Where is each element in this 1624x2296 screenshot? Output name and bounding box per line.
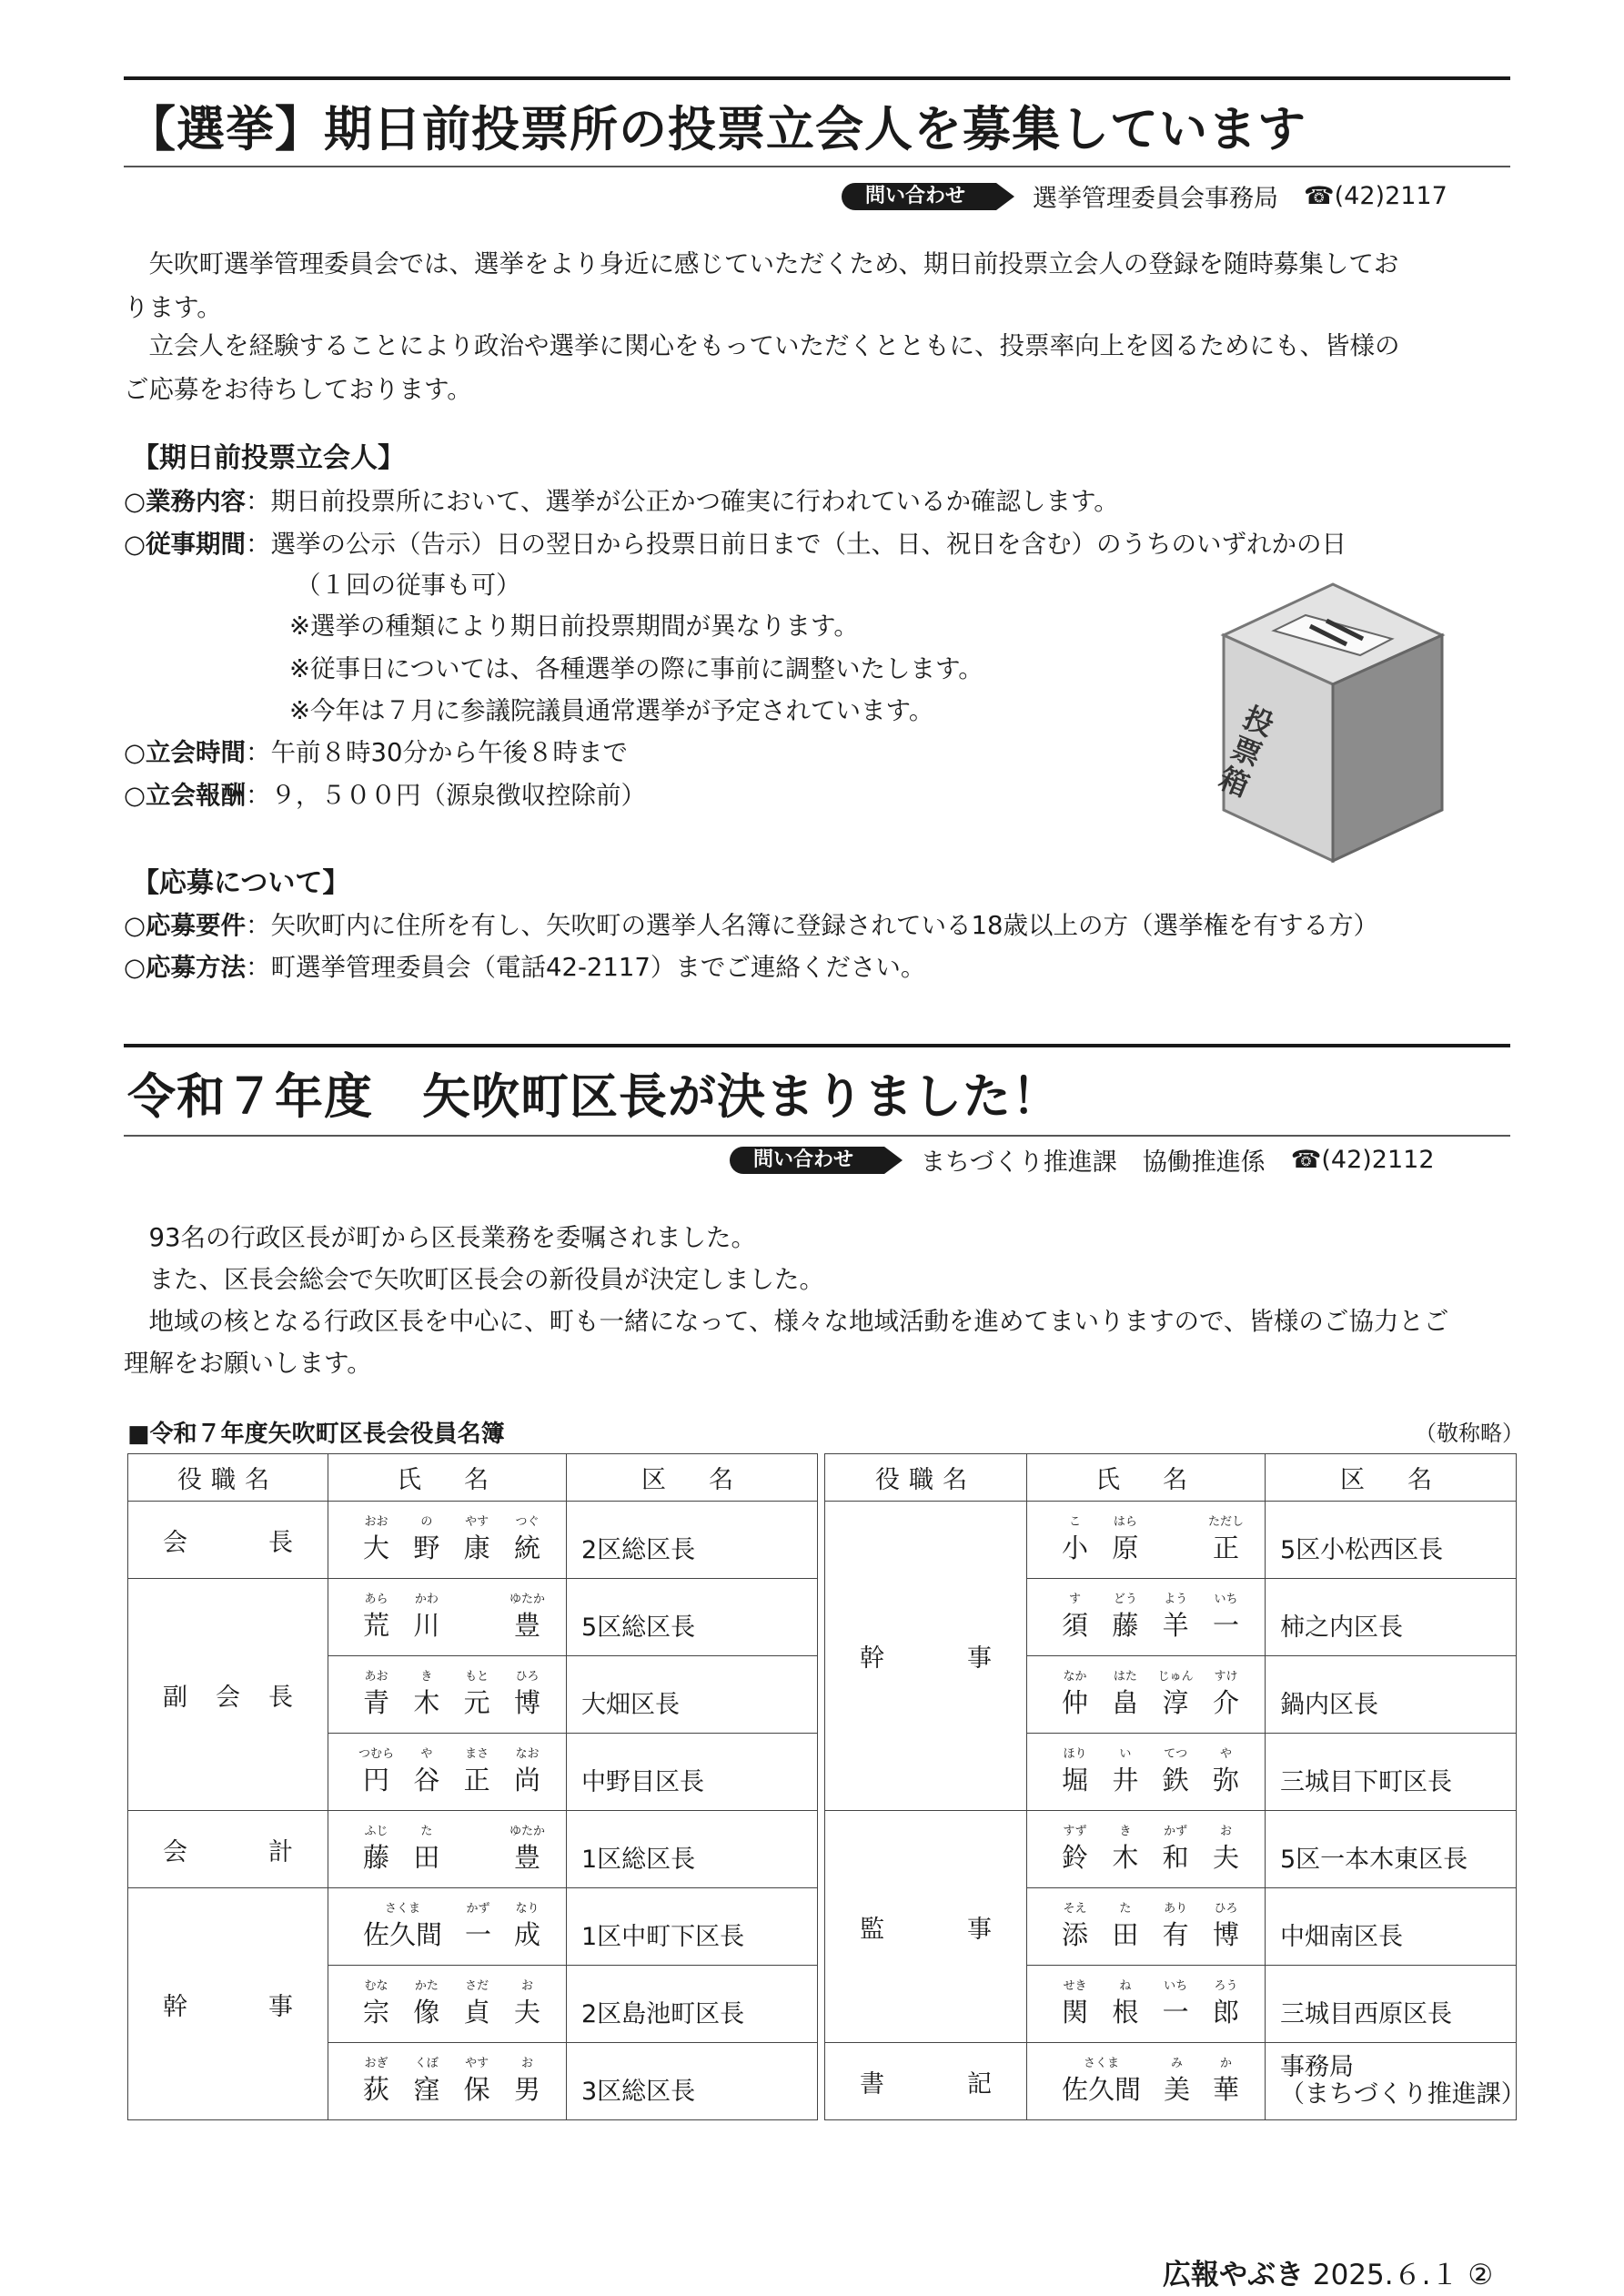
name-ruby: かた — [414, 1979, 439, 1993]
name-char: 成 なり — [514, 1915, 540, 1952]
name-ruby: や — [1219, 1747, 1232, 1761]
section2-para3-line1: 地域の核となる行政区長を中心に、町も一緒になって、様々な地域活動を進めてまいりますので、皆様のご協力とご — [124, 1307, 1449, 1336]
name-char: 田 た — [413, 1837, 439, 1875]
person-name — [1027, 1902, 1265, 1952]
header-name: 氏 名 — [1027, 1454, 1266, 1502]
name-cell — [1027, 1656, 1266, 1734]
header-district: 区 名 — [1266, 1454, 1517, 1502]
name-char: 正 まさ — [464, 1760, 490, 1797]
name-ruby: じゅん — [1157, 1670, 1194, 1684]
name-ruby: た — [420, 1825, 433, 1838]
name-char: 博 ひろ — [514, 1683, 540, 1720]
name-ruby: くぼ — [414, 2057, 439, 2070]
person-name — [328, 1979, 566, 2029]
district-line-2: （まちづくり推進課） — [1280, 2080, 1526, 2109]
section2-title: 令和７年度 矢吹町区長が決まりました！ — [127, 1069, 1061, 1125]
name-char: 関 せき — [1062, 1992, 1088, 2029]
name-ruby: の — [420, 1515, 433, 1529]
name-char: 正 ただし — [1213, 1528, 1239, 1565]
district-cell: 2区島池町区長 — [567, 1966, 818, 2043]
page-number: ② — [1468, 2259, 1494, 2291]
name-ruby: てつ — [1164, 1747, 1188, 1761]
name-char: 井 い — [1112, 1760, 1138, 1797]
role-label — [128, 1522, 328, 1558]
person-name — [1027, 1747, 1265, 1797]
name-char: 淳 じゅん — [1163, 1683, 1189, 1720]
section1-para2-line1: 立会人を経験することにより政治や選挙に関心をもっていただくとともに、投票率向上を図るためにも、皆様の — [124, 331, 1400, 360]
person-name — [1027, 1979, 1265, 2029]
name-char: 荻 おぎ — [363, 2069, 389, 2107]
section1-subheading-2: 【応募について】 — [132, 867, 350, 899]
name-cell — [1027, 1502, 1266, 1579]
name-ruby: すず — [1063, 1825, 1087, 1838]
name-ruby: ほり — [1063, 1747, 1087, 1761]
header-role: 役職名 — [825, 1454, 1027, 1502]
requirement-text: ：矢吹町内に住所を有し、矢吹町の選挙人名簿に登録されている18歳以上の方（選挙権を有する方） — [246, 911, 1378, 940]
name-char: 野 の — [413, 1528, 439, 1565]
district-line-1: 事務局 — [1280, 2053, 1354, 2081]
name-cell — [1027, 2043, 1266, 2120]
section2-contact — [730, 1142, 1435, 1178]
roster-table-left — [127, 1453, 818, 2120]
person-name — [328, 1515, 566, 1565]
name-ruby: どう — [1113, 1593, 1137, 1606]
header-name: 氏 名 — [328, 1454, 567, 1502]
section1-para1-line2: ります。 — [124, 293, 222, 322]
role-cell — [825, 2043, 1027, 2120]
table-header-row — [825, 1454, 1517, 1502]
role-char: 記 — [967, 2069, 992, 2099]
name-cell — [328, 1502, 567, 1579]
name-ruby: よう — [1164, 1593, 1188, 1606]
name-ruby: いち — [1164, 1979, 1188, 1993]
publication-date: 2025.６.１ — [1312, 2259, 1459, 2291]
role-label — [825, 2064, 1026, 2099]
table-row — [128, 1811, 818, 1888]
name-char: 夫 お — [1213, 1837, 1239, 1875]
person-name — [328, 1747, 566, 1797]
person-name — [328, 1825, 566, 1875]
table-row — [825, 1811, 1517, 1888]
name-cell — [1027, 1734, 1266, 1811]
name-char: 一 かず — [465, 1915, 491, 1952]
name-char — [464, 1605, 490, 1643]
name-ruby: はた — [1113, 1670, 1137, 1684]
district-cell: 中畑南区長 — [1266, 1888, 1517, 1966]
role-cell — [128, 1502, 328, 1579]
name-char: 窪 くぼ — [413, 2069, 439, 2107]
name-char: 一 いち — [1163, 1992, 1189, 2029]
name-ruby: そえ — [1063, 1902, 1087, 1916]
contact-org: まちづくり推進課 — [921, 1148, 1117, 1177]
hours-row — [124, 732, 628, 768]
name-char: 木 き — [1112, 1837, 1138, 1875]
district-cell: 5区一本木東区長 — [1266, 1811, 1517, 1888]
role-cell — [825, 1811, 1027, 2043]
method-text: ：町選挙管理委員会（電話42-2117）までご連絡ください。 — [246, 953, 926, 982]
name-cell — [328, 1656, 567, 1734]
name-char: 谷 や — [413, 1760, 439, 1797]
person-name — [328, 1902, 566, 1952]
name-char: 佐久間 さくま — [1062, 2069, 1141, 2107]
name-char: 小 こ — [1062, 1528, 1088, 1565]
period-note-2: ※選挙の種類により期日前投票期間が異なります。 — [289, 612, 859, 641]
roster-table-title: ■令和７年度矢吹町区長会役員名簿 — [127, 1421, 505, 1448]
name-char: 田 た — [1112, 1915, 1138, 1952]
name-ruby: まさ — [465, 1747, 489, 1761]
name-cell — [1027, 1579, 1266, 1656]
name-char: 郎 ろう — [1213, 1992, 1239, 2029]
district-cell: 1区総区長 — [567, 1811, 818, 1888]
duty-text: ：期日前投票所において、選挙が公正かつ確実に行われているか確認します。 — [246, 487, 1119, 516]
role-char: 監 — [860, 1915, 884, 1944]
name-ruby: み — [1170, 2057, 1183, 2070]
duty-row — [124, 480, 1119, 517]
name-char: 貞 さだ — [464, 1992, 490, 2029]
name-char: 保 やす — [464, 2069, 490, 2107]
name-char: 豊 ゆたか — [514, 1837, 540, 1875]
name-char: 大 おお — [363, 1528, 389, 1565]
period-note-3: ※従事日については、各種選挙の際に事前に調整いたします。 — [289, 654, 983, 683]
name-char: 円 つむら — [363, 1760, 389, 1797]
role-char: 事 — [967, 1915, 992, 1944]
name-cell — [328, 1579, 567, 1656]
name-char: 介 すけ — [1213, 1683, 1239, 1720]
name-char: 和 かず — [1163, 1837, 1189, 1875]
role-label — [128, 1832, 328, 1867]
name-char: 藤 ふじ — [363, 1837, 389, 1875]
role-char: 書 — [860, 2069, 884, 2099]
name-ruby: やす — [465, 2057, 489, 2070]
requirement-row — [124, 905, 1378, 941]
name-ruby: つぐ — [515, 1515, 540, 1529]
ballot-box-icon — [1209, 582, 1447, 865]
name-ruby: き — [1119, 1825, 1132, 1838]
district-cell: 2区総区長 — [567, 1502, 818, 1579]
role-char: 長 — [268, 1683, 293, 1712]
section1-para2-line2: ご応募をお待ちしております。 — [124, 375, 472, 404]
name-char: 博 ひろ — [1213, 1915, 1239, 1952]
name-char: 像 かた — [413, 1992, 439, 2029]
header-role: 役職名 — [128, 1454, 328, 1502]
person-name — [328, 2057, 566, 2107]
name-ruby: あり — [1164, 1902, 1188, 1916]
name-ruby: せき — [1063, 1979, 1087, 1993]
name-ruby: やす — [465, 1515, 489, 1529]
name-char: 川 かわ — [413, 1605, 439, 1643]
section1-title: 【選挙】期日前投票所の投票立会人を募集しています — [127, 102, 1306, 157]
name-ruby: つむら — [358, 1747, 395, 1761]
name-ruby: や — [420, 1747, 433, 1761]
name-char: 有 あり — [1163, 1915, 1189, 1952]
table-row — [128, 1579, 818, 1656]
district-cell: 鍋内区長 — [1266, 1656, 1517, 1734]
name-char: 鈴 すず — [1062, 1837, 1088, 1875]
role-char: 幹 — [163, 1992, 187, 2021]
requirement-label: ○応募要件 — [124, 911, 246, 940]
table-header-row — [128, 1454, 818, 1502]
district-cell: 大畑区長 — [567, 1656, 818, 1734]
name-char: 華 か — [1213, 2069, 1239, 2107]
name-char: 美 み — [1164, 2069, 1190, 2107]
name-char: 羊 よう — [1163, 1605, 1189, 1643]
person-name — [1027, 2057, 1265, 2107]
role-char: 幹 — [860, 1644, 884, 1673]
name-cell — [1027, 1811, 1266, 1888]
role-char: 計 — [268, 1837, 293, 1866]
district-cell: 柿之内区長 — [1266, 1579, 1517, 1656]
name-cell — [328, 1734, 567, 1811]
period-note-4: ※今年は７月に参議院議員通常選挙が予定されています。 — [289, 696, 934, 725]
name-ruby: お — [520, 1979, 533, 1993]
period-note-1: （１回の従事も可） — [296, 571, 521, 600]
person-name — [1027, 1593, 1265, 1643]
name-char: 仲 なか — [1062, 1683, 1088, 1720]
name-char: 青 あお — [363, 1683, 389, 1720]
name-ruby: あら — [364, 1593, 388, 1606]
contact-label-badge: 問い合わせ — [842, 183, 996, 210]
name-cell — [1027, 1888, 1266, 1966]
role-char: 副 — [163, 1683, 187, 1712]
section1-title-underline — [124, 166, 1510, 167]
name-ruby: すけ — [1214, 1670, 1238, 1684]
name-ruby: ひろ — [515, 1670, 540, 1684]
method-label: ○応募方法 — [124, 953, 246, 982]
role-cell — [825, 1502, 1027, 1811]
role-cell — [128, 1811, 328, 1888]
table-row — [825, 1502, 1517, 1579]
name-ruby: さくま — [1083, 2057, 1120, 2070]
method-row — [124, 946, 925, 983]
role-char: 事 — [268, 1992, 293, 2021]
pay-text: ：９，５００円（源泉徴収控除前） — [246, 781, 646, 810]
district-cell: 中野目区長 — [567, 1734, 818, 1811]
name-cell — [328, 1966, 567, 2043]
name-ruby: お — [520, 2057, 533, 2070]
name-char: 原 はら — [1112, 1528, 1138, 1565]
name-ruby: き — [420, 1670, 433, 1684]
person-name — [1027, 1670, 1265, 1720]
name-ruby: す — [1068, 1593, 1082, 1606]
name-char: 佐久間 さくま — [363, 1915, 442, 1952]
person-name — [1027, 1515, 1265, 1565]
role-cell — [128, 1888, 328, 2120]
name-ruby: なり — [515, 1902, 540, 1916]
name-char: 添 そえ — [1062, 1915, 1088, 1952]
name-char: 元 もと — [464, 1683, 490, 1720]
name-ruby: かわ — [414, 1593, 439, 1606]
contact-label-badge: 問い合わせ — [730, 1147, 884, 1174]
name-char: 宗 むな — [363, 1992, 389, 2029]
roster-table-right — [824, 1453, 1526, 2120]
period-text: ：選挙の公示（告示）日の翌日から投票日前日まで（土、日、祝日を含む）のうちのいずれかの日 — [246, 530, 1347, 559]
name-ruby: ゆたか — [509, 1825, 545, 1838]
duty-label: ○業務内容 — [124, 487, 246, 516]
role-cell — [128, 1579, 328, 1811]
name-cell — [1027, 1966, 1266, 2043]
name-ruby: なか — [1063, 1670, 1087, 1684]
district-cell: 三城目西原区長 — [1266, 1966, 1517, 2043]
name-char: 堀 ほり — [1062, 1760, 1088, 1797]
table-row — [128, 1888, 818, 1966]
name-ruby: こ — [1068, 1515, 1082, 1529]
pay-row — [124, 774, 646, 811]
name-char — [464, 1837, 490, 1875]
name-char: 荒 あら — [363, 1605, 389, 1643]
hours-text: ：午前８時30分から午後８時まで — [246, 738, 628, 767]
name-ruby: か — [1219, 2057, 1232, 2070]
name-ruby: ただし — [1207, 1515, 1244, 1529]
district-cell: 1区中町下区長 — [567, 1888, 818, 1966]
name-ruby: あお — [364, 1670, 388, 1684]
name-ruby: ふじ — [364, 1825, 388, 1838]
name-char: 鉄 てつ — [1163, 1760, 1189, 1797]
name-char: 藤 どう — [1112, 1605, 1138, 1643]
section1-para1-line1: 矢吹町選挙管理委員会では、選挙をより身近に感じていただくため、期日前投票立会人の登録を随時募集してお — [124, 249, 1399, 278]
role-char: 事 — [967, 1644, 992, 1673]
name-ruby: かず — [1164, 1825, 1188, 1838]
pay-label: ○立会報酬 — [124, 781, 246, 810]
contact-phone: ☎(42)2112 — [1290, 1146, 1435, 1174]
name-char: 尚 なお — [514, 1760, 540, 1797]
honorific-note: （敬称略） — [1415, 1421, 1524, 1446]
district-cell: 3区総区長 — [567, 2043, 818, 2120]
contact-org: 選挙管理委員会事務局 — [1033, 185, 1279, 213]
role-label — [825, 1909, 1026, 1945]
table-row — [128, 1502, 818, 1579]
role-char: 会 — [163, 1837, 187, 1866]
role-char: 会 — [163, 1528, 187, 1557]
name-char: 木 き — [413, 1683, 439, 1720]
name-ruby: さくま — [384, 1902, 421, 1916]
name-ruby: た — [1119, 1902, 1132, 1916]
name-ruby: さだ — [465, 1979, 489, 1993]
section2-para2: また、区長会総会で矢吹町区長会の新役員が決定しました。 — [124, 1265, 824, 1294]
district-cell: 5区小松西区長 — [1266, 1502, 1517, 1579]
section1-contact — [842, 178, 1447, 214]
name-char: 畠 はた — [1112, 1683, 1138, 1720]
role-label — [128, 1987, 328, 2022]
section2-para3-line2: 理解をお願いします。 — [124, 1349, 372, 1378]
section1-subheading-1: 【期日前投票立会人】 — [132, 442, 405, 474]
name-char: 弥 や — [1213, 1760, 1239, 1797]
period-row — [124, 523, 1347, 560]
name-ruby: い — [1119, 1747, 1132, 1761]
ballot-box-label: 投票箱 — [1209, 699, 1279, 804]
role-char: 会 — [216, 1683, 240, 1712]
name-char: 康 やす — [464, 1528, 490, 1565]
name-ruby: なお — [515, 1747, 540, 1761]
period-label: ○従事期間 — [124, 530, 246, 559]
name-ruby: ひろ — [1214, 1902, 1238, 1916]
name-char: 一 いち — [1213, 1605, 1239, 1643]
name-char: 根 ね — [1112, 1992, 1138, 2029]
name-ruby: ろう — [1214, 1979, 1238, 1993]
name-char: 夫 お — [514, 1992, 540, 2029]
district-cell: 5区総区長 — [567, 1579, 818, 1656]
name-ruby: ね — [1119, 1979, 1132, 1993]
name-char: 男 お — [514, 2069, 540, 2107]
district-cell — [1266, 2043, 1526, 2120]
role-char: 長 — [268, 1528, 293, 1557]
name-ruby: いち — [1214, 1593, 1238, 1606]
contact-phone: ☎(42)2117 — [1304, 182, 1447, 210]
name-char — [1163, 1528, 1189, 1565]
section1-top-rule — [124, 76, 1510, 80]
hours-label: ○立会時間 — [124, 738, 246, 767]
name-ruby: おぎ — [364, 2057, 388, 2070]
name-ruby: はら — [1113, 1515, 1137, 1529]
name-ruby: もと — [465, 1670, 489, 1684]
name-char: 豊 ゆたか — [514, 1605, 540, 1643]
person-name — [1027, 1825, 1265, 1875]
name-ruby: おお — [364, 1515, 388, 1529]
name-ruby: むな — [364, 1979, 388, 1993]
role-label — [128, 1677, 328, 1713]
contact-dept: 協働推進係 — [1142, 1148, 1266, 1177]
header-district: 区 名 — [567, 1454, 818, 1502]
person-name — [328, 1670, 566, 1720]
publication-name: 広報やぶき — [1163, 2259, 1304, 2291]
district-cell: 三城目下町区長 — [1266, 1734, 1517, 1811]
name-ruby: お — [1219, 1825, 1232, 1838]
name-cell — [328, 1888, 567, 1966]
name-cell — [328, 1811, 567, 1888]
name-char: 須 す — [1062, 1605, 1088, 1643]
name-ruby: ゆたか — [509, 1593, 545, 1606]
name-cell — [328, 2043, 567, 2120]
section2-title-underline — [124, 1135, 1510, 1137]
footer — [1163, 2251, 1493, 2292]
name-char: 統 つぐ — [514, 1528, 540, 1565]
role-label — [825, 1638, 1026, 1674]
table-row — [825, 2043, 1517, 2120]
section2-para1: 93名の行政区長が町から区長業務を委嘱されました。 — [124, 1223, 756, 1252]
person-name — [328, 1593, 566, 1643]
section2-top-rule — [124, 1044, 1510, 1047]
name-ruby: かず — [466, 1902, 490, 1916]
